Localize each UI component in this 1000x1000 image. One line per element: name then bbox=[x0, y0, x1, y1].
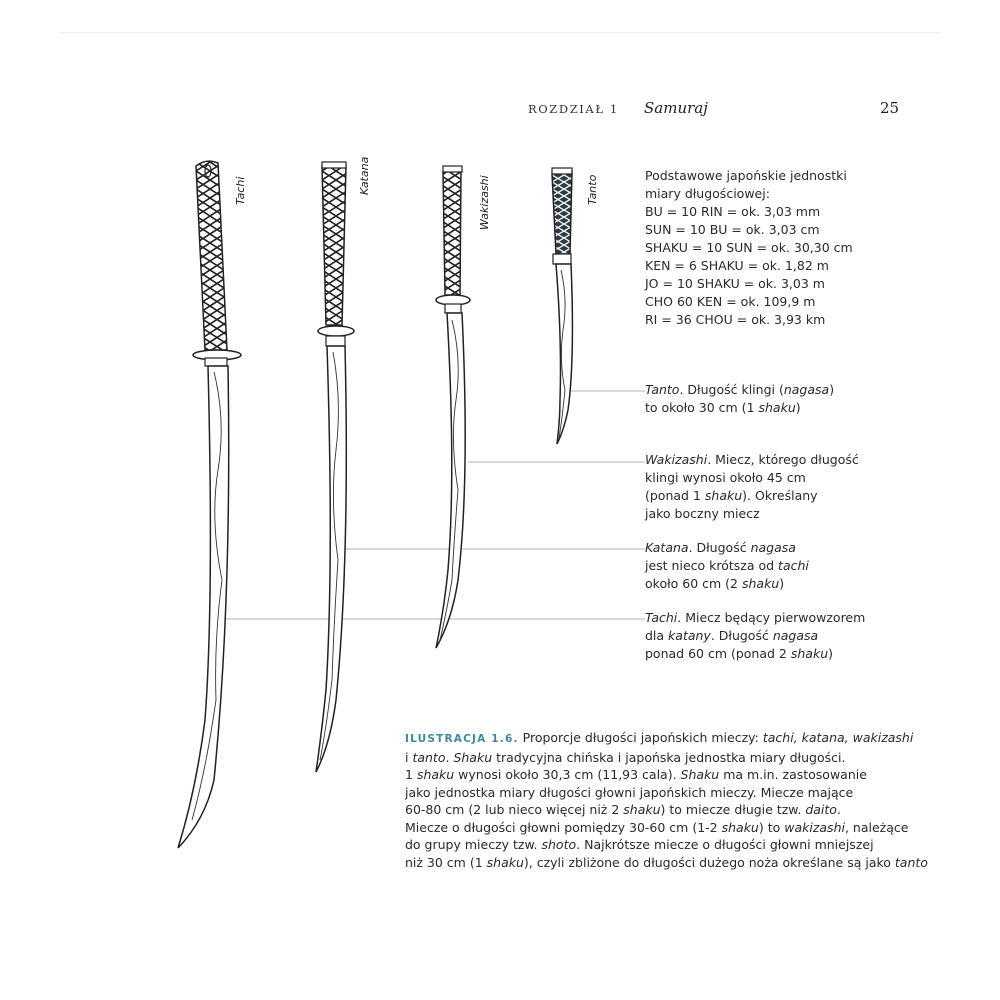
caption-text: tradycyjna chińska i japońska jednostka miary długości. bbox=[492, 749, 846, 765]
unit-line: KEN = 6 SHAKU = ok. 1,82 m bbox=[645, 258, 829, 273]
desc-term: shaku bbox=[790, 646, 829, 661]
caption-text: Proporcje długości japońskich mieczy: bbox=[518, 730, 763, 745]
caption-term: shaku bbox=[721, 819, 759, 835]
caption-term: shaku bbox=[486, 854, 524, 870]
caption-text: . Najkrótsze miecze o długości głowni mniejszej bbox=[576, 837, 874, 852]
caption-text: wynosi około 30,3 cm (11,93 cala). bbox=[454, 767, 681, 782]
desc-text: . Długość klingi ( bbox=[679, 382, 784, 397]
units-intro: Podstawowe japońskie jednostki bbox=[645, 168, 847, 183]
caption-term: Shaku bbox=[680, 767, 720, 782]
caption-term: shoto bbox=[541, 837, 577, 852]
caption-term: daito bbox=[805, 802, 837, 817]
label-tachi: Tachi bbox=[234, 176, 247, 205]
units-intro: miary długościowej: bbox=[645, 186, 770, 201]
caption-text: ) to miecze długie tzw. bbox=[660, 802, 806, 817]
desc-text: klingi wynosi około 45 cm bbox=[645, 470, 806, 485]
caption-term: Shaku bbox=[453, 749, 493, 765]
desc-term: shaku bbox=[741, 576, 780, 591]
desc-term: Wakizashi bbox=[645, 452, 708, 467]
desc-text: dla bbox=[645, 628, 669, 643]
desc-term: Katana bbox=[645, 540, 689, 555]
caption-text: i bbox=[405, 749, 413, 765]
unit-line: JO = 10 SHAKU = ok. 3,03 m bbox=[645, 276, 825, 291]
desc-text: jest nieco krótsza od bbox=[645, 558, 779, 573]
tachi-sword bbox=[178, 161, 241, 848]
caption-text: . bbox=[445, 749, 454, 765]
label-wakizashi: Wakizashi bbox=[478, 175, 491, 230]
caption-text: 60-80 cm (2 lub nieco więcej niż 2 bbox=[405, 802, 624, 817]
page-number: 25 bbox=[880, 99, 900, 117]
katana-sword bbox=[316, 162, 354, 772]
katana-description bbox=[645, 539, 875, 593]
figure-caption bbox=[405, 729, 928, 871]
desc-text: . Miecz, którego długość bbox=[707, 452, 859, 467]
desc-text: ) bbox=[795, 400, 801, 415]
desc-text: jako boczny miecz bbox=[645, 506, 760, 521]
leader-lines bbox=[222, 391, 645, 619]
label-tanto: Tanto bbox=[586, 174, 599, 205]
desc-text: . Miecz będący pierwowzorem bbox=[677, 610, 866, 625]
wakizashi-description bbox=[645, 451, 875, 523]
desc-text: (ponad 1 bbox=[645, 488, 705, 503]
caption-text: . bbox=[836, 802, 841, 817]
desc-term: tachi bbox=[778, 558, 809, 573]
tanto-sword bbox=[552, 168, 572, 444]
caption-text: Miecze o długości głowni pomiędzy 30-60 cm (1-2 bbox=[405, 819, 722, 835]
caption-term: wakizashi bbox=[784, 819, 845, 835]
label-katana: Katana bbox=[358, 156, 371, 195]
caption-text: niż 30 cm (1 bbox=[405, 854, 487, 870]
unit-line: BU = 10 RIN = ok. 3,03 mm bbox=[645, 204, 821, 219]
caption-text: ma m.in. zastosowanie bbox=[719, 767, 867, 782]
desc-term: shaku bbox=[758, 400, 796, 415]
caption-term: shaku bbox=[623, 802, 661, 817]
desc-term: nagasa bbox=[750, 540, 796, 555]
caption-term: tachi, katana, wakizashi bbox=[762, 730, 914, 745]
unit-line: CHO 60 KEN = ok. 109,9 m bbox=[645, 294, 816, 309]
wakizashi-sword bbox=[436, 166, 470, 648]
units-list bbox=[645, 167, 885, 329]
desc-text: ) bbox=[779, 576, 785, 591]
tanto-description bbox=[645, 381, 875, 417]
desc-text: . Długość bbox=[688, 540, 751, 555]
desc-term: nagasa bbox=[783, 382, 830, 397]
desc-text: około 60 cm (2 bbox=[645, 576, 742, 591]
caption-text: do grupy mieczy tzw. bbox=[405, 837, 542, 852]
desc-text: . Długość bbox=[710, 628, 773, 643]
caption-term: tanto bbox=[894, 854, 928, 870]
chapter-title: Samuraj bbox=[644, 99, 708, 117]
caption-text: jako jednostka miary długości głowni japońskich mieczy. Miecze mające bbox=[405, 784, 854, 800]
desc-term: katany bbox=[668, 628, 711, 643]
caption-text: ) to bbox=[758, 819, 785, 835]
caption-text: ), czyli zbliżone do długości dużego noża określane są jako bbox=[523, 854, 895, 870]
unit-line: SHAKU = 10 SUN = ok. 30,30 cm bbox=[645, 240, 853, 255]
desc-text: ponad 60 cm (ponad 2 bbox=[645, 646, 791, 661]
chapter-label: ROZDZIAŁ 1 bbox=[528, 102, 619, 116]
caption-text: 1 bbox=[405, 767, 417, 782]
caption-term: shaku bbox=[416, 767, 455, 782]
desc-text: ) bbox=[829, 382, 835, 397]
unit-line: SUN = 10 BU = ok. 3,03 cm bbox=[645, 222, 820, 237]
desc-term: Tanto bbox=[645, 382, 680, 397]
desc-term: nagasa bbox=[772, 628, 819, 643]
desc-text: to około 30 cm (1 bbox=[645, 400, 759, 415]
desc-text: ) bbox=[828, 646, 834, 661]
tachi-description bbox=[645, 609, 875, 663]
unit-line: RI = 36 CHOU = ok. 3,93 km bbox=[645, 312, 826, 327]
desc-text: ). Określany bbox=[742, 488, 818, 503]
figure-label: ILUSTRACJA 1.6. bbox=[405, 733, 519, 745]
caption-term: tanto bbox=[412, 749, 446, 765]
desc-term: Tachi bbox=[645, 610, 678, 625]
caption-text: , należące bbox=[844, 819, 909, 835]
desc-term: shaku bbox=[704, 488, 743, 503]
